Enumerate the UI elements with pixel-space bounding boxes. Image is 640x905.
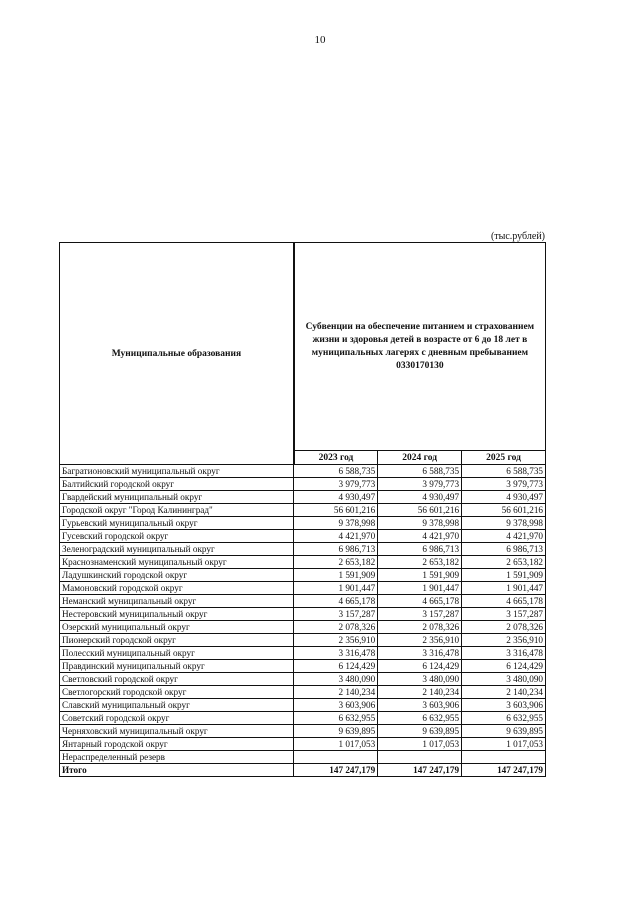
table-row — [60, 634, 546, 647]
municipality-name: Ладушкинский городской округ — [60, 569, 294, 582]
value-cell: 6 986,713 — [378, 543, 462, 556]
total-value-cell: 147 247,179 — [294, 764, 378, 777]
value-cell: 9 378,998 — [378, 517, 462, 530]
table-row — [60, 556, 546, 569]
table-row — [60, 621, 546, 634]
value-cell: 2 078,326 — [294, 621, 378, 634]
table-row — [60, 699, 546, 712]
table-row — [60, 517, 546, 530]
value-cell: 6 632,955 — [378, 712, 462, 725]
value-cell: 3 316,478 — [294, 647, 378, 660]
table-row — [60, 543, 546, 556]
value-cell: 2 078,326 — [378, 621, 462, 634]
value-cell: 3 157,287 — [462, 608, 546, 621]
value-cell: 3 979,773 — [462, 478, 546, 491]
value-cell: 4 421,970 — [462, 530, 546, 543]
municipality-name: Светловский городской округ — [60, 673, 294, 686]
table-row — [60, 478, 546, 491]
value-cell: 2 653,182 — [378, 556, 462, 569]
value-cell: 1 901,447 — [294, 582, 378, 595]
value-cell: 4 421,970 — [378, 530, 462, 543]
value-cell: 1 017,053 — [378, 738, 462, 751]
municipality-name: Нестеровский муниципальный округ — [60, 608, 294, 621]
value-cell: 2 140,234 — [462, 686, 546, 699]
municipality-name: Городской округ "Город Калининград" — [60, 504, 294, 517]
header-year-2025: 2025 год — [462, 451, 546, 465]
value-cell: 6 124,429 — [378, 660, 462, 673]
value-cell: 3 480,090 — [294, 673, 378, 686]
table-row — [60, 582, 546, 595]
value-cell: 2 356,910 — [462, 634, 546, 647]
value-cell: 56 601,216 — [378, 504, 462, 517]
value-cell: 9 639,895 — [462, 725, 546, 738]
value-cell: 3 603,906 — [378, 699, 462, 712]
value-cell — [462, 751, 546, 764]
value-cell: 6 986,713 — [462, 543, 546, 556]
value-cell: 2 356,910 — [378, 634, 462, 647]
value-cell: 2 140,234 — [294, 686, 378, 699]
municipality-name: Гусевский городской округ — [60, 530, 294, 543]
value-cell: 56 601,216 — [294, 504, 378, 517]
value-cell: 1 591,909 — [294, 569, 378, 582]
value-cell: 6 124,429 — [294, 660, 378, 673]
value-cell: 1 901,447 — [378, 582, 462, 595]
table-row — [60, 491, 546, 504]
value-cell: 2 078,326 — [462, 621, 546, 634]
table-row — [60, 465, 546, 478]
table-row — [60, 530, 546, 543]
value-cell: 4 930,497 — [378, 491, 462, 504]
table-row — [60, 673, 546, 686]
municipality-name: Янтарный городской округ — [60, 738, 294, 751]
subventions-table — [59, 242, 546, 777]
value-cell: 1 591,909 — [378, 569, 462, 582]
value-cell: 6 588,735 — [294, 465, 378, 478]
value-cell: 9 639,895 — [294, 725, 378, 738]
municipality-name: Озерский муниципальный округ — [60, 621, 294, 634]
header-subvention-title: Субвенции на обеспечение питанием и страхованием жизни и здоровья детей в возрасте от 6 до 18 лет в муниципальных лагерях с дневным пребыванием 0330170130 — [294, 243, 546, 451]
total-row — [60, 764, 546, 777]
municipality-name: Неманский муниципальный округ — [60, 595, 294, 608]
value-cell: 6 124,429 — [462, 660, 546, 673]
value-cell: 1 017,053 — [462, 738, 546, 751]
value-cell: 1 901,447 — [462, 582, 546, 595]
value-cell: 3 603,906 — [462, 699, 546, 712]
municipality-name: Правдинский муниципальный округ — [60, 660, 294, 673]
header-row — [60, 243, 546, 451]
value-cell: 3 603,906 — [294, 699, 378, 712]
value-cell: 2 653,182 — [294, 556, 378, 569]
value-cell: 3 979,773 — [294, 478, 378, 491]
table-row — [60, 738, 546, 751]
total-value-cell: 147 247,179 — [378, 764, 462, 777]
header-year-2023: 2023 год — [294, 451, 378, 465]
header-year-2024: 2024 год — [378, 451, 462, 465]
value-cell: 3 316,478 — [378, 647, 462, 660]
table-row — [60, 712, 546, 725]
municipality-name: Багратионовский муниципальный округ — [60, 465, 294, 478]
table-row — [60, 504, 546, 517]
table-row — [60, 725, 546, 738]
municipality-name: Пионерский городской округ — [60, 634, 294, 647]
municipality-name: Зеленоградский муниципальный округ — [60, 543, 294, 556]
table-row — [60, 751, 546, 764]
total-value-cell: 147 247,179 — [462, 764, 546, 777]
units-label: (тыс.рублей) — [490, 231, 545, 242]
value-cell: 4 421,970 — [294, 530, 378, 543]
municipality-name: Мамоновский городской округ — [60, 582, 294, 595]
value-cell: 3 316,478 — [462, 647, 546, 660]
municipality-name: Нераспределенный резерв — [60, 751, 294, 764]
municipality-name: Славский муниципальный округ — [60, 699, 294, 712]
value-cell: 4 665,178 — [294, 595, 378, 608]
value-cell: 3 480,090 — [462, 673, 546, 686]
value-cell: 6 588,735 — [462, 465, 546, 478]
value-cell: 6 588,735 — [378, 465, 462, 478]
municipality-name: Краснознаменский муниципальный округ — [60, 556, 294, 569]
value-cell — [294, 751, 378, 764]
value-cell: 9 378,998 — [462, 517, 546, 530]
table-row — [60, 647, 546, 660]
header-municipalities: Муниципальные образования — [60, 243, 294, 465]
value-cell: 2 653,182 — [462, 556, 546, 569]
value-cell: 4 665,178 — [378, 595, 462, 608]
municipality-name: Гурьевский муниципальный округ — [60, 517, 294, 530]
municipality-name: Полесский муниципальный округ — [60, 647, 294, 660]
value-cell: 4 665,178 — [462, 595, 546, 608]
value-cell: 1 017,053 — [294, 738, 378, 751]
value-cell: 4 930,497 — [462, 491, 546, 504]
value-cell: 2 140,234 — [378, 686, 462, 699]
municipality-name: Балтийский городской округ — [60, 478, 294, 491]
value-cell: 6 632,955 — [462, 712, 546, 725]
value-cell: 3 979,773 — [378, 478, 462, 491]
value-cell: 2 356,910 — [294, 634, 378, 647]
value-cell: 9 378,998 — [294, 517, 378, 530]
value-cell: 4 930,497 — [294, 491, 378, 504]
value-cell: 9 639,895 — [378, 725, 462, 738]
value-cell: 6 632,955 — [294, 712, 378, 725]
value-cell — [378, 751, 462, 764]
table-row — [60, 569, 546, 582]
value-cell: 56 601,216 — [462, 504, 546, 517]
table-row — [60, 595, 546, 608]
table-row — [60, 660, 546, 673]
municipality-name: Советский городской округ — [60, 712, 294, 725]
value-cell: 3 157,287 — [378, 608, 462, 621]
value-cell: 1 591,909 — [462, 569, 546, 582]
municipality-name: Светлогорский городской округ — [60, 686, 294, 699]
page-number: 10 — [314, 34, 326, 46]
municipality-name: Черняховский муниципальный округ — [60, 725, 294, 738]
table-row — [60, 608, 546, 621]
value-cell: 3 480,090 — [378, 673, 462, 686]
value-cell: 3 157,287 — [294, 608, 378, 621]
value-cell: 6 986,713 — [294, 543, 378, 556]
total-label: Итого — [60, 764, 294, 777]
table-row — [60, 686, 546, 699]
municipality-name: Гвардейский муниципальный округ — [60, 491, 294, 504]
